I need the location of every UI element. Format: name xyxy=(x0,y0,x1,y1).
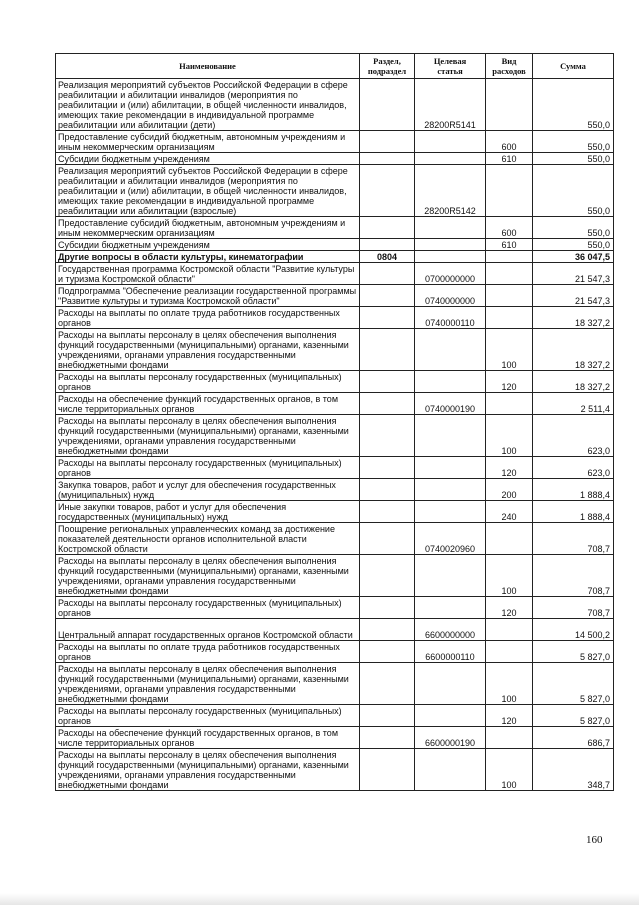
table-row xyxy=(56,307,614,329)
header-kind: Вид расходов xyxy=(486,54,533,79)
table-row xyxy=(56,263,614,285)
row-kind: 600 xyxy=(486,131,533,153)
row-kind xyxy=(486,263,533,285)
table-row xyxy=(56,165,614,217)
row-name: Предоставление субсидий бюджетным, автономным учреждениям и иным некоммерческим организациям xyxy=(56,131,360,153)
page-number: 160 xyxy=(586,834,603,846)
row-sum: 1 888,4 xyxy=(533,501,614,523)
row-sum: 623,0 xyxy=(533,415,614,457)
row-section xyxy=(360,705,415,727)
row-kind: 240 xyxy=(486,501,533,523)
row-name: Реализация мероприятий субъектов Российской Федерации в сфере реабилитации и абилитации инвалидов (мероприятия по реабилитации и (или) абилитации, в общей численности инвалидов, имеющих такие рекомендации в индивидуальной программе реабилитации или абилитации (взрослые) xyxy=(56,165,360,217)
row-section xyxy=(360,131,415,153)
table-row xyxy=(56,329,614,371)
row-sum: 550,0 xyxy=(533,153,614,165)
row-sum: 550,0 xyxy=(533,239,614,251)
table-row xyxy=(56,641,614,663)
table-header-row xyxy=(56,54,614,79)
row-kind xyxy=(486,285,533,307)
row-sum: 550,0 xyxy=(533,217,614,239)
row-kind: 200 xyxy=(486,479,533,501)
table-row xyxy=(56,217,614,239)
table-row xyxy=(56,705,614,727)
row-section xyxy=(360,165,415,217)
row-target xyxy=(415,457,486,479)
table-row xyxy=(56,597,614,619)
row-target xyxy=(415,329,486,371)
row-target: 6600000190 xyxy=(415,727,486,749)
row-section xyxy=(360,239,415,251)
row-sum: 36 047,5 xyxy=(533,251,614,263)
row-section xyxy=(360,393,415,415)
row-section xyxy=(360,479,415,501)
row-name: Субсидии бюджетным учреждениям xyxy=(56,239,360,251)
row-target: 6600000000 xyxy=(415,619,486,641)
header-section: Раздел, подраздел xyxy=(360,54,415,79)
table-body xyxy=(56,79,614,791)
row-kind: 120 xyxy=(486,457,533,479)
row-kind: 100 xyxy=(486,663,533,705)
row-kind: 100 xyxy=(486,329,533,371)
table-row xyxy=(56,131,614,153)
row-name: Расходы на обеспечение функций государственных органов, в том числе территориальных органов xyxy=(56,727,360,749)
row-name: Расходы на выплаты персоналу государственных (муниципальных) органов xyxy=(56,597,360,619)
row-kind xyxy=(486,641,533,663)
row-target: 6600000110 xyxy=(415,641,486,663)
row-section xyxy=(360,523,415,555)
row-section: 0804 xyxy=(360,251,415,263)
row-target xyxy=(415,131,486,153)
row-name: Расходы на выплаты персоналу государственных (муниципальных) органов xyxy=(56,705,360,727)
row-section xyxy=(360,619,415,641)
row-kind: 600 xyxy=(486,217,533,239)
row-sum: 21 547,3 xyxy=(533,263,614,285)
row-kind: 120 xyxy=(486,371,533,393)
row-name: Подпрограмма "Обеспечение реализации государственной программы "Развитие культуры и туризма Костромской области" xyxy=(56,285,360,307)
row-target xyxy=(415,597,486,619)
row-name: Иные закупки товаров, работ и услуг для обеспечения государственных (муниципальных) нужд xyxy=(56,501,360,523)
row-target xyxy=(415,415,486,457)
row-sum: 5 827,0 xyxy=(533,705,614,727)
table-row xyxy=(56,619,614,641)
row-section xyxy=(360,217,415,239)
row-sum: 5 827,0 xyxy=(533,641,614,663)
row-name: Предоставление субсидий бюджетным, автономным учреждениям и иным некоммерческим организациям xyxy=(56,217,360,239)
row-section xyxy=(360,727,415,749)
scan-edge xyxy=(0,893,639,905)
row-target: 0740000000 xyxy=(415,285,486,307)
table-row xyxy=(56,415,614,457)
table-row xyxy=(56,501,614,523)
row-sum: 21 547,3 xyxy=(533,285,614,307)
row-target xyxy=(415,663,486,705)
row-sum: 2 511,4 xyxy=(533,393,614,415)
row-kind: 120 xyxy=(486,705,533,727)
row-section xyxy=(360,457,415,479)
row-sum: 708,7 xyxy=(533,523,614,555)
row-section xyxy=(360,329,415,371)
row-kind xyxy=(486,523,533,555)
header-sum: Сумма xyxy=(533,54,614,79)
table-row xyxy=(56,79,614,131)
row-target: 28200R5141 xyxy=(415,79,486,131)
row-section xyxy=(360,263,415,285)
row-section xyxy=(360,153,415,165)
row-kind: 120 xyxy=(486,597,533,619)
row-section xyxy=(360,415,415,457)
row-section xyxy=(360,307,415,329)
row-sum: 18 327,2 xyxy=(533,307,614,329)
row-name: Центральный аппарат государственных органов Костромской области xyxy=(56,619,360,641)
row-target: 0740020960 xyxy=(415,523,486,555)
row-name: Расходы на выплаты персоналу в целях обеспечения выполнения функций государственными (муниципальными) органами, казенными учреждениями, органами управления государственными внебюджетными фондами xyxy=(56,555,360,597)
row-sum: 708,7 xyxy=(533,555,614,597)
row-kind: 100 xyxy=(486,555,533,597)
row-sum: 348,7 xyxy=(533,749,614,791)
row-kind xyxy=(486,251,533,263)
row-kind xyxy=(486,619,533,641)
row-section xyxy=(360,663,415,705)
table-row xyxy=(56,479,614,501)
row-target xyxy=(415,371,486,393)
row-target: 0740000190 xyxy=(415,393,486,415)
row-target xyxy=(415,239,486,251)
table-row xyxy=(56,285,614,307)
row-target: 0740000110 xyxy=(415,307,486,329)
row-name: Поощрение региональных управленческих команд за достижение показателей деятельности органов исполнительной власти Костромской области xyxy=(56,523,360,555)
row-kind: 610 xyxy=(486,153,533,165)
header-name: Наименование xyxy=(56,54,360,79)
row-sum: 550,0 xyxy=(533,131,614,153)
row-target: 28200R5142 xyxy=(415,165,486,217)
row-section xyxy=(360,555,415,597)
row-name: Субсидии бюджетным учреждениям xyxy=(56,153,360,165)
table-row xyxy=(56,393,614,415)
table-row xyxy=(56,555,614,597)
row-name: Расходы на обеспечение функций государственных органов, в том числе территориальных органов xyxy=(56,393,360,415)
row-sum: 550,0 xyxy=(533,165,614,217)
row-sum: 550,0 xyxy=(533,79,614,131)
budget-table xyxy=(55,53,614,791)
row-name: Расходы на выплаты по оплате труда работников государственных органов xyxy=(56,641,360,663)
row-section xyxy=(360,749,415,791)
table-row xyxy=(56,251,614,263)
table-row xyxy=(56,457,614,479)
row-target xyxy=(415,153,486,165)
table-row xyxy=(56,371,614,393)
row-sum: 14 500,2 xyxy=(533,619,614,641)
row-kind xyxy=(486,79,533,131)
row-name: Расходы на выплаты персоналу государственных (муниципальных) органов xyxy=(56,371,360,393)
row-kind: 100 xyxy=(486,749,533,791)
row-name: Расходы на выплаты персоналу в целях обеспечения выполнения функций государственными (муниципальными) органами, казенными учреждениями, органами управления государственными внебюджетными фондами xyxy=(56,749,360,791)
row-name: Государственная программа Костромской области "Развитие культуры и туризма Костромской области" xyxy=(56,263,360,285)
row-target xyxy=(415,555,486,597)
row-name: Расходы на выплаты персоналу государственных (муниципальных) органов xyxy=(56,457,360,479)
row-target xyxy=(415,251,486,263)
row-sum: 1 888,4 xyxy=(533,479,614,501)
table-row xyxy=(56,727,614,749)
row-sum: 5 827,0 xyxy=(533,663,614,705)
header-target: Целевая статья xyxy=(415,54,486,79)
row-name: Расходы на выплаты персоналу в целях обеспечения выполнения функций государственными (муниципальными) органами, казенными учреждениями, органами управления государственными внебюджетными фондами xyxy=(56,329,360,371)
row-kind: 610 xyxy=(486,239,533,251)
row-kind xyxy=(486,393,533,415)
row-name: Расходы на выплаты по оплате труда работников государственных органов xyxy=(56,307,360,329)
row-name: Закупка товаров, работ и услуг для обеспечения государственных (муниципальных) нужд xyxy=(56,479,360,501)
table-row xyxy=(56,523,614,555)
row-target: 0700000000 xyxy=(415,263,486,285)
row-name: Расходы на выплаты персоналу в целях обеспечения выполнения функций государственными (муниципальными) органами, казенными учреждениями, органами управления государственными внебюджетными фондами xyxy=(56,415,360,457)
row-name: Расходы на выплаты персоналу в целях обеспечения выполнения функций государственными (муниципальными) органами, казенными учреждениями, органами управления государственными внебюджетными фондами xyxy=(56,663,360,705)
table-row xyxy=(56,663,614,705)
row-target xyxy=(415,217,486,239)
row-sum: 708,7 xyxy=(533,597,614,619)
row-sum: 18 327,2 xyxy=(533,329,614,371)
table-row xyxy=(56,239,614,251)
row-target xyxy=(415,479,486,501)
row-sum: 686,7 xyxy=(533,727,614,749)
row-section xyxy=(360,501,415,523)
row-kind xyxy=(486,165,533,217)
row-kind: 100 xyxy=(486,415,533,457)
table-row xyxy=(56,153,614,165)
row-name: Другие вопросы в области культуры, кинематографии xyxy=(56,251,360,263)
row-section xyxy=(360,597,415,619)
row-name: Реализация мероприятий субъектов Российской Федерации в сфере реабилитации и абилитации инвалидов (мероприятия по реабилитации и (или) абилитации, в общей численности инвалидов, имеющих такие рекомендации в индивидуальной программе реабилитации или абилитации (дети) xyxy=(56,79,360,131)
row-target xyxy=(415,501,486,523)
row-sum: 623,0 xyxy=(533,457,614,479)
row-section xyxy=(360,79,415,131)
row-kind xyxy=(486,307,533,329)
row-target xyxy=(415,749,486,791)
row-target xyxy=(415,705,486,727)
row-section xyxy=(360,285,415,307)
table-row xyxy=(56,749,614,791)
row-section xyxy=(360,641,415,663)
row-section xyxy=(360,371,415,393)
row-sum: 18 327,2 xyxy=(533,371,614,393)
row-kind xyxy=(486,727,533,749)
